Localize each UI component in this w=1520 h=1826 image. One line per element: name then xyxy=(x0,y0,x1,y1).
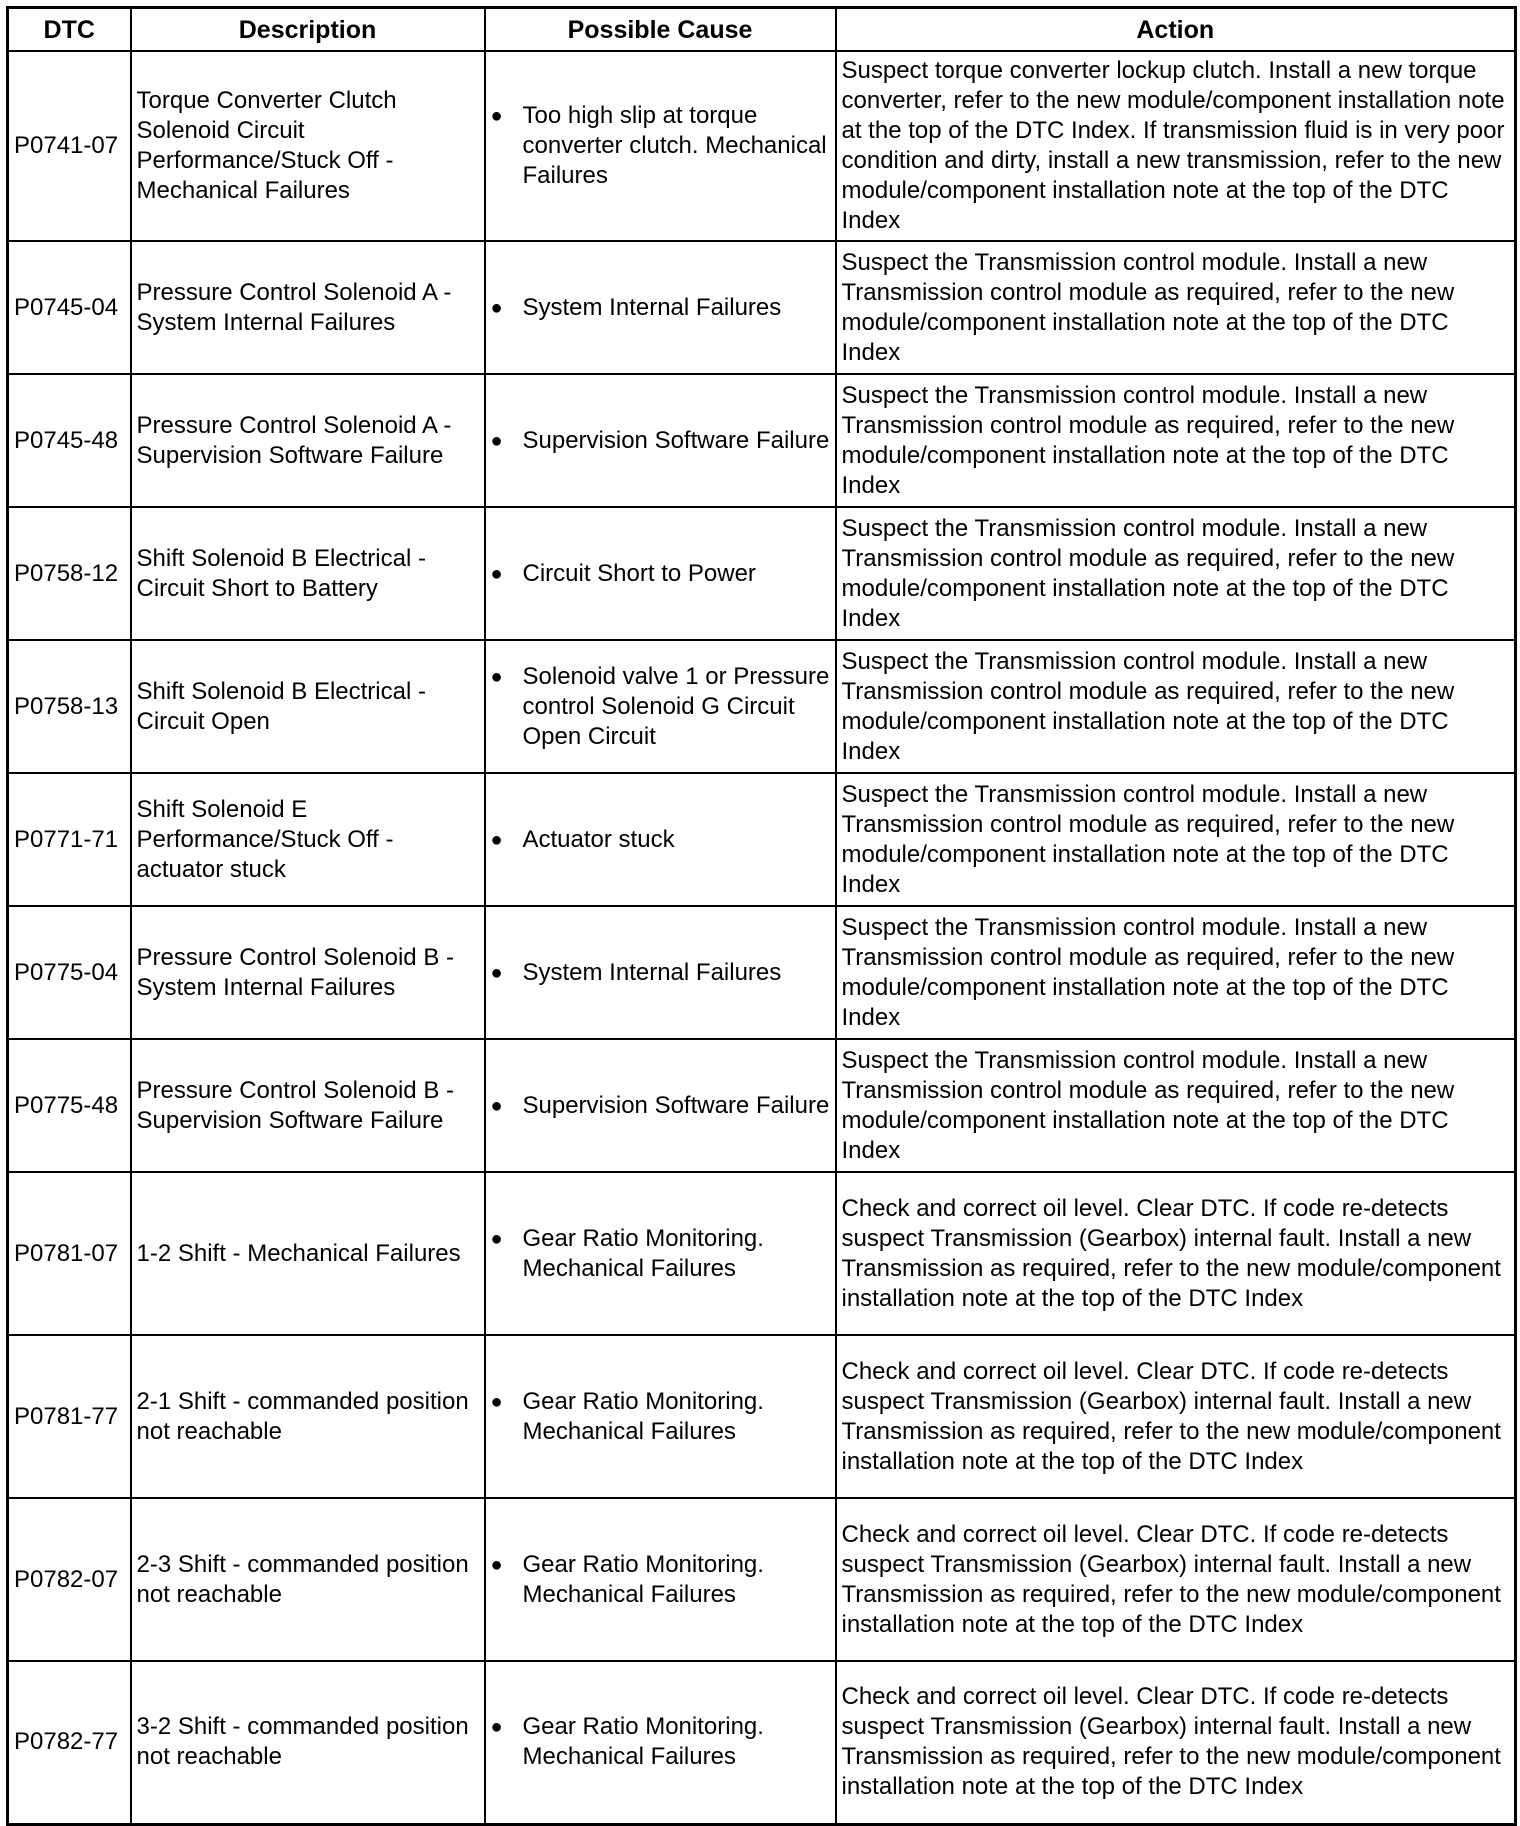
possible-cause-cell xyxy=(485,906,836,1039)
possible-cause-text: Solenoid valve 1 or Pressure control Solenoid G Circuit Open Circuit xyxy=(522,662,830,750)
description-cell: Shift Solenoid B Electrical - Circuit Open xyxy=(131,640,485,773)
possible-cause-cell xyxy=(485,51,836,241)
possible-cause-text: Too high slip at torque converter clutch. Mechanical Failures xyxy=(522,102,827,189)
dtc-code: P0745-04 xyxy=(8,241,131,374)
description-cell: Torque Converter Clutch Solenoid Circuit Performance/Stuck Off - Mechanical Failures xyxy=(131,51,485,241)
description-cell: 3-2 Shift - commanded position not reachable xyxy=(131,1661,485,1824)
dtc-code: P0782-77 xyxy=(8,1661,131,1824)
bullet-icon: ● xyxy=(490,1553,503,1576)
dtc-code: P0758-12 xyxy=(8,507,131,640)
description-cell: 2-3 Shift - commanded position not reachable xyxy=(131,1498,485,1661)
possible-cause-text: System Internal Failures xyxy=(522,293,782,321)
bullet-icon: ● xyxy=(490,1227,503,1250)
bullet-icon: ● xyxy=(490,828,503,851)
possible-cause-text: Supervision Software Failure xyxy=(522,1091,830,1119)
description-cell: Shift Solenoid E Performance/Stuck Off - actuator stuck xyxy=(131,773,485,906)
possible-cause-text: Gear Ratio Monitoring. Mechanical Failures xyxy=(522,1224,764,1282)
action-cell: Check and correct oil level. Clear DTC. If code re-detects suspect Transmission (Gearbox) internal fault. Install a new Transmission as required, refer to the new module/component installation note at the top of the DTC Index xyxy=(836,1661,1516,1824)
action-cell: Suspect the Transmission control module. Install a new Transmission control module as required, refer to the new module/component installation note at the top of the DTC Index xyxy=(836,374,1516,507)
header-dtc: DTC xyxy=(8,8,131,52)
possible-cause-cell xyxy=(485,1172,836,1335)
dtc-code: P0745-48 xyxy=(8,374,131,507)
bullet-icon: ● xyxy=(490,105,503,127)
table-row xyxy=(8,1335,1516,1498)
description-cell: 2-1 Shift - commanded position not reachable xyxy=(131,1335,485,1498)
possible-cause-cell xyxy=(485,773,836,906)
possible-cause-cell xyxy=(485,1039,836,1172)
table-row xyxy=(8,1661,1516,1824)
bullet-icon: ● xyxy=(490,1390,503,1413)
description-cell: Pressure Control Solenoid B - System Internal Failures xyxy=(131,906,485,1039)
possible-cause-cell xyxy=(485,1498,836,1661)
header-action: Action xyxy=(836,8,1516,52)
action-cell: Suspect the Transmission control module. Install a new Transmission control module as required, refer to the new module/component installation note at the top of the DTC Index xyxy=(836,241,1516,374)
action-cell: Check and correct oil level. Clear DTC. If code re-detects suspect Transmission (Gearbox) internal fault. Install a new Transmission as required, refer to the new module/component installation note at the top of the DTC Index xyxy=(836,1335,1516,1498)
table-row xyxy=(8,1498,1516,1661)
possible-cause-cell xyxy=(485,640,836,773)
description-cell: Pressure Control Solenoid A - System Internal Failures xyxy=(131,241,485,374)
description-cell: Shift Solenoid B Electrical - Circuit Short to Battery xyxy=(131,507,485,640)
bullet-icon: ● xyxy=(490,429,503,452)
table-header-row xyxy=(8,8,1516,52)
table-row xyxy=(8,241,1516,374)
bullet-icon: ● xyxy=(490,665,503,688)
action-cell: Suspect torque converter lockup clutch. Install a new torque converter, refer to the new module/component installation note at the top of the DTC Index. If transmission fluid is in very poor condition and dirty, install a new transmission, refer to the new module/component installation note at the top of the DTC Index xyxy=(836,51,1516,241)
description-cell: Pressure Control Solenoid B - Supervision Software Failure xyxy=(131,1039,485,1172)
possible-cause-text: Actuator stuck xyxy=(522,825,675,853)
dtc-table xyxy=(6,6,1517,1826)
dtc-code: P0771-71 xyxy=(8,773,131,906)
table-row xyxy=(8,374,1516,507)
action-cell: Suspect the Transmission control module. Install a new Transmission control module as required, refer to the new module/component installation note at the top of the DTC Index xyxy=(836,640,1516,773)
table-row xyxy=(8,906,1516,1039)
table-row xyxy=(8,1039,1516,1172)
dtc-code: P0781-77 xyxy=(8,1335,131,1498)
action-cell: Check and correct oil level. Clear DTC. If code re-detects suspect Transmission (Gearbox) internal fault. Install a new Transmission as required, refer to the new module/component installation note at the top of the DTC Index xyxy=(836,1172,1516,1335)
bullet-icon: ● xyxy=(490,1094,503,1117)
possible-cause-cell xyxy=(485,374,836,507)
description-cell: 1-2 Shift - Mechanical Failures xyxy=(131,1172,485,1335)
possible-cause-text: Gear Ratio Monitoring. Mechanical Failures xyxy=(522,1550,764,1608)
table-row xyxy=(8,640,1516,773)
description-cell: Pressure Control Solenoid A - Supervision Software Failure xyxy=(131,374,485,507)
action-cell: Suspect the Transmission control module. Install a new Transmission control module as required, refer to the new module/component installation note at the top of the DTC Index xyxy=(836,1039,1516,1172)
action-cell: Check and correct oil level. Clear DTC. If code re-detects suspect Transmission (Gearbox) internal fault. Install a new Transmission as required, refer to the new module/component installation note at the top of the DTC Index xyxy=(836,1498,1516,1661)
bullet-icon: ● xyxy=(490,961,503,984)
possible-cause-cell xyxy=(485,1335,836,1498)
dtc-code: P0775-04 xyxy=(8,906,131,1039)
table-row xyxy=(8,507,1516,640)
dtc-code: P0758-13 xyxy=(8,640,131,773)
dtc-code: P0775-48 xyxy=(8,1039,131,1172)
dtc-code: P0782-07 xyxy=(8,1498,131,1661)
bullet-icon: ● xyxy=(490,562,503,585)
possible-cause-text: Gear Ratio Monitoring. Mechanical Failures xyxy=(522,1387,764,1445)
table-row xyxy=(8,1172,1516,1335)
action-cell: Suspect the Transmission control module. Install a new Transmission control module as required, refer to the new module/component installation note at the top of the DTC Index xyxy=(836,773,1516,906)
action-cell: Suspect the Transmission control module. Install a new Transmission control module as required, refer to the new module/component installation note at the top of the DTC Index xyxy=(836,507,1516,640)
possible-cause-cell xyxy=(485,1661,836,1824)
dtc-code: P0781-07 xyxy=(8,1172,131,1335)
possible-cause-text: System Internal Failures xyxy=(522,958,782,986)
table-row xyxy=(8,773,1516,906)
table-row xyxy=(8,51,1516,241)
header-possible-cause: Possible Cause xyxy=(485,8,836,52)
bullet-icon: ● xyxy=(490,1716,503,1739)
possible-cause-cell xyxy=(485,507,836,640)
action-cell: Suspect the Transmission control module. Install a new Transmission control module as required, refer to the new module/component installation note at the top of the DTC Index xyxy=(836,906,1516,1039)
possible-cause-text: Circuit Short to Power xyxy=(522,559,756,587)
bullet-icon: ● xyxy=(490,296,503,319)
possible-cause-text: Gear Ratio Monitoring. Mechanical Failures xyxy=(522,1713,764,1771)
dtc-code: P0741-07 xyxy=(8,51,131,241)
possible-cause-cell xyxy=(485,241,836,374)
possible-cause-text: Supervision Software Failure xyxy=(522,426,830,454)
header-description: Description xyxy=(131,8,485,52)
